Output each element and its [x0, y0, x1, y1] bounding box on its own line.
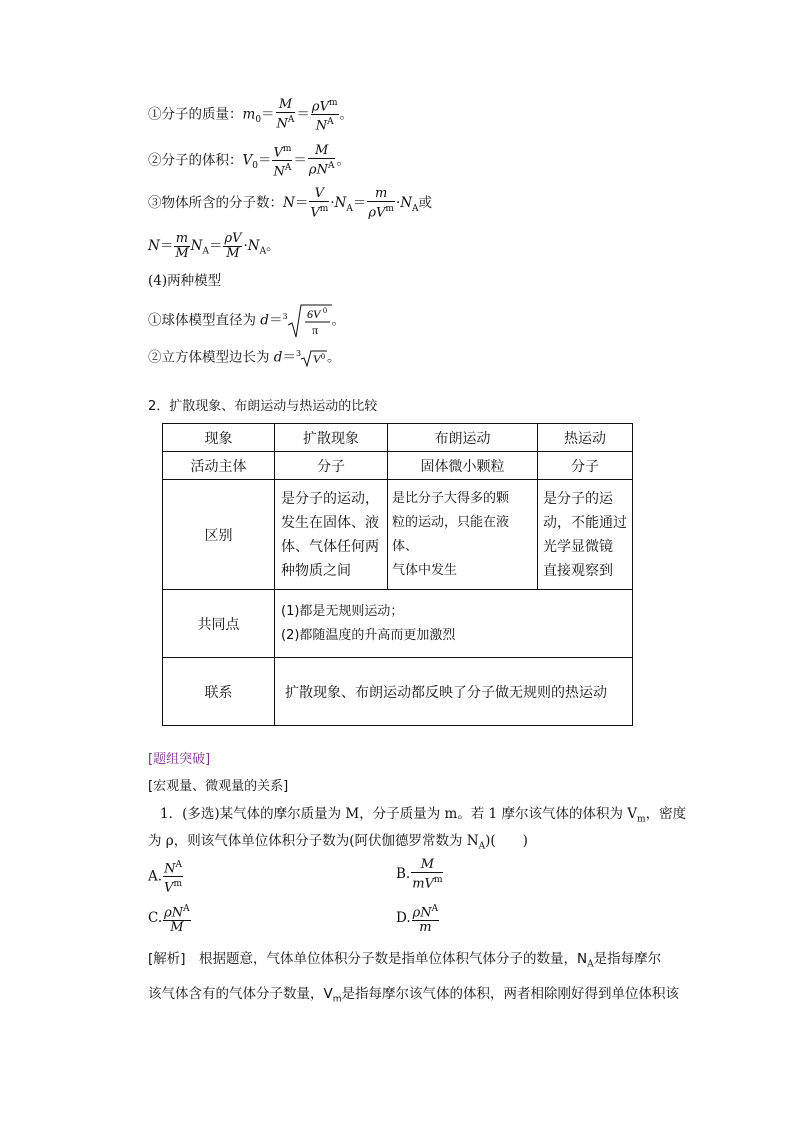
question-1-line-1: 1．(多选)某气体的摩尔质量为 M，分子质量为 m。若 1 摩尔该气体的体积为 $V_m$，密度	[160, 806, 687, 825]
table-row-common	[163, 590, 633, 658]
analysis-text-b: 是指每摩尔	[593, 951, 662, 967]
header-phenomenon: 现象	[163, 424, 275, 452]
text-line: 气体中发生	[392, 562, 458, 578]
table-row-link	[163, 658, 633, 726]
group-tag: [题组突破]	[148, 752, 211, 767]
svg-text:0: 0	[322, 306, 327, 315]
text-line: 是分子的运	[543, 490, 613, 507]
analysis-line-1: [解析] 根据题意，气体单位体积分子数是指单位体积气体分子的数量，$N_A$是指每摩尔	[148, 951, 662, 970]
mass-label: ①分子的质量：	[148, 106, 243, 123]
question-1-line-2: 为 ρ，则该气体单位体积分子数为(阿伏伽德罗常数为 $N_A$)( )	[148, 833, 528, 852]
option-d-label: D.	[396, 910, 411, 927]
q1-text-b: ，密度	[645, 806, 687, 822]
text-line: 动，不能通过	[543, 514, 627, 531]
formula-molecular-volume: ②分子的体积：$V_0=$ $\frac{V^m}{N^A}$ ＝ M $\rho N^A$ 。	[148, 143, 350, 180]
svg-text:6V: 6V	[306, 307, 320, 321]
topic-tag: [宏观量、微观量的关系]	[148, 779, 289, 794]
svg-text:π: π	[311, 323, 318, 337]
subject-thermal: 分子	[538, 452, 633, 480]
svg-text:0: 0	[321, 352, 326, 361]
q1-text-d: )( )	[485, 833, 528, 849]
sphere-label: ①球体模型直径为	[148, 312, 256, 329]
formula-cube-model: ②立方体模型边长为 d＝$^3$ V 0 。	[148, 349, 341, 366]
table-row-subject	[163, 452, 633, 480]
header-brownian: 布朗运动	[388, 424, 538, 452]
option-c-label: C.	[148, 910, 163, 927]
text-line: 是分子的运动，	[281, 490, 379, 507]
formula-molecule-count-alt: N＝ $\frac{m}{M}$ $N_A=$ $\frac{\rho V}{M}$ $\cdot N_A$。	[148, 231, 280, 261]
subject-diffusion: 分子	[275, 452, 388, 480]
cube-root-sign	[288, 303, 332, 339]
svg-text:V: V	[313, 352, 321, 366]
text-line: 光学显微镜	[543, 538, 613, 555]
analysis-text-d: 是指每摩尔该气体的体积，两者相除刚好得到单位体积该	[341, 986, 680, 1002]
q1-text-c: 为 ρ，则该气体单位体积分子数为(阿伏伽德罗常数为 N	[148, 833, 479, 849]
count-label: ③物体所含的分子数：	[148, 195, 283, 212]
count-or: 或	[418, 195, 433, 212]
row-subject-label: 活动主体	[163, 452, 275, 480]
option-a[interactable]: A. $\frac{N^A}{V^m}$	[148, 860, 182, 896]
comparison-table	[162, 423, 633, 726]
option-a-label: A.	[148, 868, 163, 885]
text-line: 直接观察到	[543, 562, 613, 579]
analysis-text-c: 该气体含有的气体分子数量，V	[148, 986, 333, 1002]
text-line: 体、气体任何两	[281, 538, 379, 555]
text-line: 是比分子大得多的颗	[392, 490, 510, 506]
analysis-tag: [解析]	[148, 951, 186, 967]
analysis-line-2: 该气体含有的气体分子数量，$V_m$是指每摩尔该气体的体积，两者相除刚好得到单位体积该	[148, 986, 680, 1005]
text-line: 发生在固体、液	[281, 514, 379, 531]
cube-label: ②立方体模型边长为	[148, 349, 270, 366]
cube-root-sign-small	[301, 349, 327, 367]
volume-label: ②分子的体积：	[148, 152, 243, 169]
subject-brownian: 固体微小颗粒	[388, 452, 538, 480]
text-line: 种物质之间	[281, 562, 351, 579]
text-line: 粒的运动，只能在液体、	[392, 514, 510, 554]
row-difference-label: 区别	[163, 480, 275, 590]
text-line: (2)都随温度的升高而更加激烈	[281, 627, 456, 643]
row-link-label: 联系	[163, 658, 275, 726]
section-2-heading: 2．扩散现象、布朗运动与热运动的比较	[148, 399, 378, 414]
models-heading: (4)两种模型	[148, 273, 222, 289]
link-text: 扩散现象、布朗运动都反映了分子做无规则的热运动	[275, 658, 633, 726]
text-line: (1)都是无规则运动；	[281, 603, 404, 619]
formula-molecule-count: ③物体所含的分子数：N＝ $\frac{V}{V^m}$ $\cdot N_A=$ m $\rho V^m$ $\cdot N_A$或	[148, 186, 433, 221]
q1-text-a: 1．(多选)某气体的摩尔质量为 M，分子质量为 m。若 1 摩尔该气体的体积为 V	[160, 806, 638, 822]
option-d[interactable]: D. $\rho N^A$ m	[396, 904, 439, 936]
table-row-difference	[163, 480, 633, 590]
analysis-text-a: 根据题意，气体单位体积分子数是指单位体积气体分子的数量，N	[199, 951, 588, 967]
difference-diffusion	[275, 480, 388, 590]
option-b[interactable]: B. M $mV^m$	[396, 857, 443, 892]
table-header-row	[163, 424, 633, 452]
difference-thermal	[538, 480, 633, 590]
formula-molecular-mass: ①分子的质量：$m_0=$ $\frac{M}{N^A}$ ＝ $\rho V^m$ $N^A$ 。	[148, 97, 353, 134]
difference-brownian	[388, 480, 538, 590]
formula-sphere-model: ①球体模型直径为 d＝$^3$ 6V 0 π 。	[148, 303, 345, 339]
header-diffusion: 扩散现象	[275, 424, 388, 452]
option-c[interactable]: C. $\rho N^A$ M	[148, 904, 190, 936]
header-thermal: 热运动	[538, 424, 633, 452]
row-common-label: 共同点	[163, 590, 275, 658]
common-points	[275, 590, 633, 658]
option-b-label: B.	[396, 866, 411, 883]
